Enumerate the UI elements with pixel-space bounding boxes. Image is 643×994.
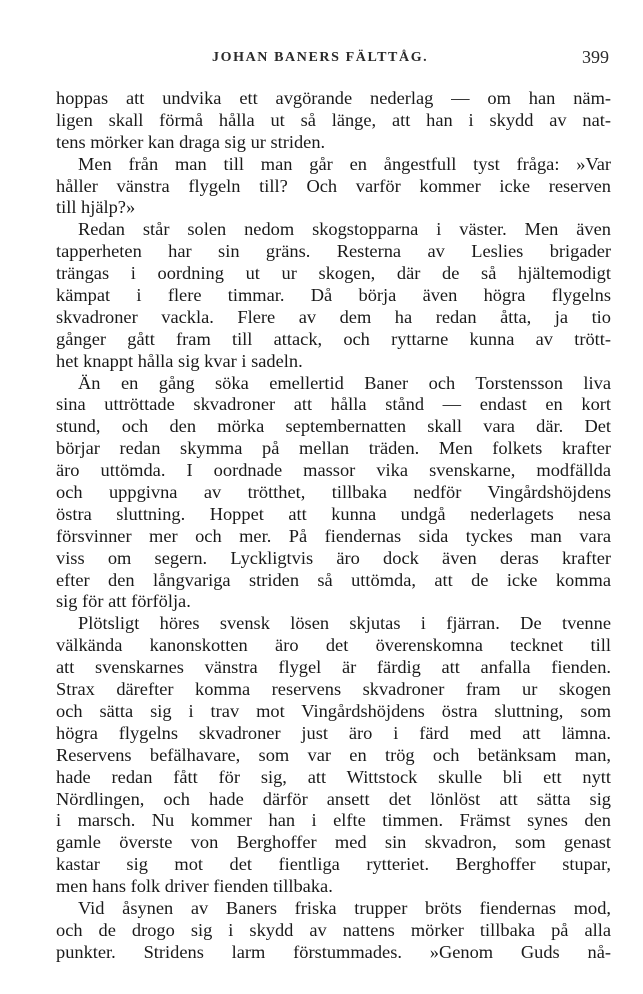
text-line: hade redan fått för sig, att Wittstock skulle bli ett nytt	[56, 766, 611, 787]
text-line: viss om segern. Lyckligtvis äro dock även deras krafter	[56, 547, 611, 568]
text-line: Strax därefter komma reservens skvadroner fram ur skogen	[56, 679, 611, 700]
text-line: Redan står solen nedom skogstopparna i väster. Men även	[78, 219, 611, 240]
paragraph	[56, 373, 611, 614]
text-line: sina uttröttade skvadroner att hålla stånd — endast en kort	[56, 394, 611, 415]
text-line: trängas i oordning ut ur skogen, där de så hjältemodigt	[56, 263, 611, 284]
text-line: och sätta sig i trav mot Vingårdshöjdens östra sluttning, som	[56, 700, 611, 721]
text-line: håller vänstra flygeln till? Och varför kommer icke reserven	[56, 175, 611, 196]
text-line: Reservens befälhavare, som var en trög och betänksam man,	[56, 744, 611, 765]
text-line: välkända kanonskotten äro det överenskomna tecknet till	[56, 635, 611, 656]
text-line: Plötsligt höres svensk lösen skjutas i fjärran. De tvenne	[78, 613, 611, 634]
body-text	[56, 88, 611, 964]
text-line: tens mörker kan draga sig ur striden.	[56, 131, 326, 152]
text-line: tapperheten har sin gräns. Resterna av Leslies brigader	[56, 241, 611, 262]
text-line: kastar sig mot det fientliga rytteriet. Berghoffer stupar,	[56, 854, 611, 875]
running-header	[56, 47, 611, 72]
text-line: och uppgivna av trötthet, tillbaka nedför Vingårdshöjdens	[56, 482, 611, 503]
text-line: gånger gått fram till attack, och ryttarne kunna av trött-	[56, 328, 611, 349]
text-line: Men från man till man går en ångestfull tyst fråga: »Var	[78, 153, 611, 174]
text-line: kämpat i flere timmar. Då börja även högra flygelns	[56, 285, 611, 306]
paragraph	[56, 88, 611, 154]
text-line: sig för att förfölja.	[56, 591, 191, 612]
text-line: efter den långvariga striden så uttömda, att de icke komma	[56, 569, 611, 590]
text-line: ligen skall förmå hålla ut så länge, att han i skydd av nat-	[56, 109, 611, 130]
text-line: östra sluttning. Hoppet att kunna undgå nederlagets nesa	[56, 503, 611, 524]
text-line: äro uttömda. I oordnade massor vika svenskarne, modfällda	[56, 460, 611, 481]
text-line: hoppas att undvika ett avgörande nederlag — om han näm-	[56, 88, 611, 108]
text-line: Nördlingen, och hade därför ansett det lönlöst att sätta sig	[56, 788, 611, 809]
text-line: het knappt hålla sig kvar i sadeln.	[56, 350, 303, 371]
paragraph	[56, 154, 611, 220]
paragraph	[56, 219, 611, 372]
text-line: gamle överste von Berghoffer med sin skvadron, som genast	[56, 832, 611, 853]
text-line: stund, och den mörka septembernatten skall vara där. Det	[56, 416, 611, 437]
text-line: i marsch. Nu kommer han i elfte timmen. Främst synes den	[56, 810, 611, 831]
text-line: att svenskarnes vänstra flygel är färdig att anfalla fienden.	[56, 657, 611, 678]
text-line: börjar redan skymma på mellan träden. Men folkets krafter	[56, 438, 611, 459]
text-line: men hans folk driver fienden tillbaka.	[56, 876, 333, 897]
text-line: skvadroner vackla. Flere av dem ha redan åtta, ja tio	[56, 306, 611, 327]
text-line: högra flygelns skvadroner just äro i färd med att lämna.	[56, 722, 611, 743]
text-line: försvinner mer och mer. På fiendernas sida tyckes man vara	[56, 525, 611, 546]
text-line: till hjälp?»	[56, 197, 136, 218]
text-line: Än en gång söka emellertid Baner och Torstensson liva	[78, 372, 611, 393]
text-line: Vid åsynen av Baners friska trupper bröts fiendernas mod,	[78, 897, 611, 918]
paragraph	[56, 613, 611, 898]
page-number: 399	[582, 47, 609, 67]
paragraph	[56, 898, 611, 964]
text-line: och de drogo sig i skydd av nattens mörker tillbaka på alla	[56, 919, 611, 940]
text-line: punkter. Stridens larm förstummades. »Genom Guds nå-	[56, 941, 611, 962]
running-title: JOHAN BANERS FÄLTTÅG.	[212, 50, 429, 65]
